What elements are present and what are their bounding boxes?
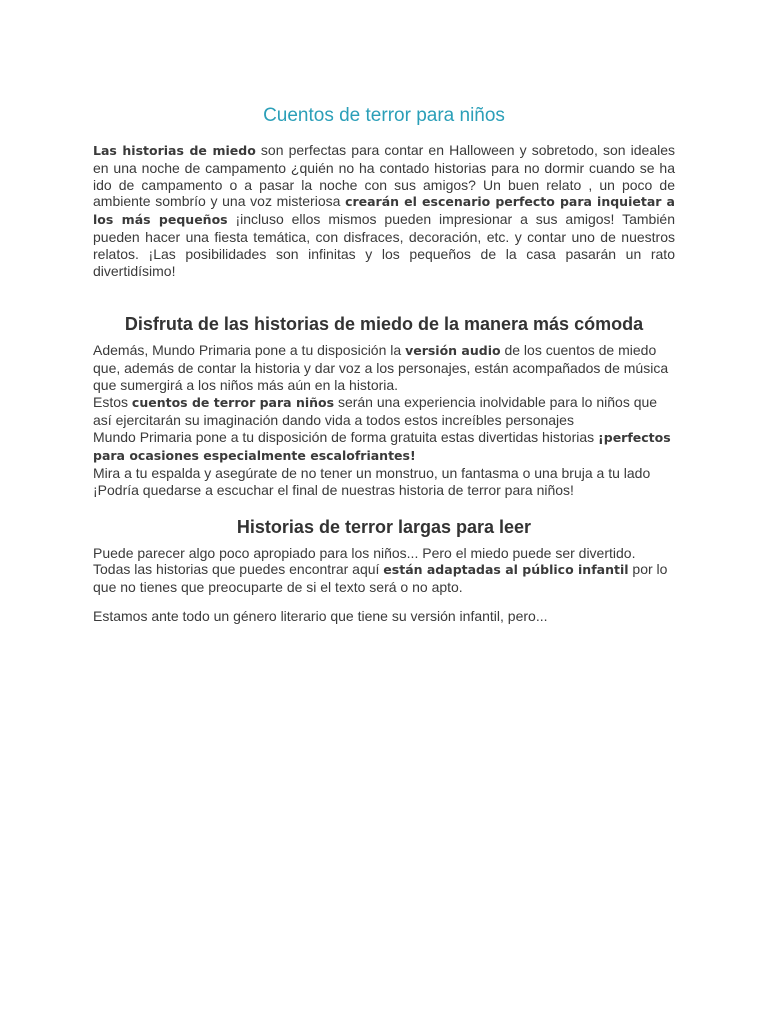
section1-paragraph-3 <box>93 429 675 465</box>
s2p1-text-1: Puede parecer algo poco apropiado para los niños... Pero el miedo puede ser divertido. Todas las historias que puedes encontrar aquí <box>93 544 636 578</box>
section2-paragraph-1 <box>93 545 675 597</box>
page-title: Cuentos de terror para niños <box>263 105 505 126</box>
section2-heading: Historias de terror largas para leer <box>236 516 532 537</box>
section1-body <box>93 342 675 498</box>
section1-paragraph-2 <box>93 394 675 429</box>
intro-bold-2: crearán el escenario perfecto para inquietar a los más pequeños <box>93 194 675 228</box>
s1p1-bold-1: versión audio <box>405 343 501 359</box>
s1p2-bold-1: cuentos de terror para niños <box>131 395 335 411</box>
section2-body <box>93 545 675 626</box>
intro-paragraph <box>93 142 675 279</box>
s1p3-text-1: Mundo Primaria pone a tu disposición de forma gratuita estas divertidas historias <box>93 428 599 445</box>
intro-text-2: ¡incluso ellos mismos pueden impresionar a sus amigos! También pueden hacer una fiesta temática, con disfraces, decoración, etc. y contar uno de nuestros relatos. ¡Las posibilidades son infinitas y los pequeños de la casa pasarán un rato divertidísimo! <box>93 211 676 279</box>
s2p1-bold-1: están adaptadas al público infantil <box>383 562 629 578</box>
s1p1-text-2: de los cuentos de miedo que, además de contar la historia y dar voz a los personajes, están acompañados de música que sumergirá a los niños más aún en la historia. <box>93 342 669 394</box>
s2p1-text-2: por lo que no tienes que preocuparte de si el texto será o no apto. <box>93 561 668 596</box>
s1p2-text-1: Estos <box>93 394 132 411</box>
section2-paragraph-2: Estamos ante todo un género literario que tiene su versión infantil, pero... <box>93 608 548 625</box>
document-page <box>93 104 675 625</box>
section1-paragraph-4: Mira a tu espalda y asegúrate de no tener un monstruo, un fantasma o una bruja a tu lado ¡Podría quedarse a escuchar el final de nuestras historia de terror para niños! <box>93 464 651 498</box>
intro-text-1: son perfectas para contar en Halloween y sobretodo, son ideales en una noche de campamento ¿quién no ha contado historias para no dormir cuando se ha ido de campamento o a pasar la noche con sus amigos? Un buen relato , un poco de ambiente sombrío y una voz misteriosa <box>93 142 676 210</box>
paragraph-gap <box>93 596 675 608</box>
section1-paragraph-1 <box>93 342 675 394</box>
intro-bold-1: Las historias de miedo <box>93 143 256 158</box>
s1p3-bold-1: ¡perfectos para ocasiones especialmente escalofriantes! <box>93 429 671 463</box>
section1-heading: Disfruta de las historias de miedo de la manera más cómoda <box>124 314 644 335</box>
s1p1-text-1: Además, Mundo Primaria pone a tu disposición la <box>93 342 406 359</box>
s1p2-text-2: serán una experiencia inolvidable para lo niños que así ejercitarán su imaginación dando vida a todos estos increíbles personajes <box>93 394 658 428</box>
